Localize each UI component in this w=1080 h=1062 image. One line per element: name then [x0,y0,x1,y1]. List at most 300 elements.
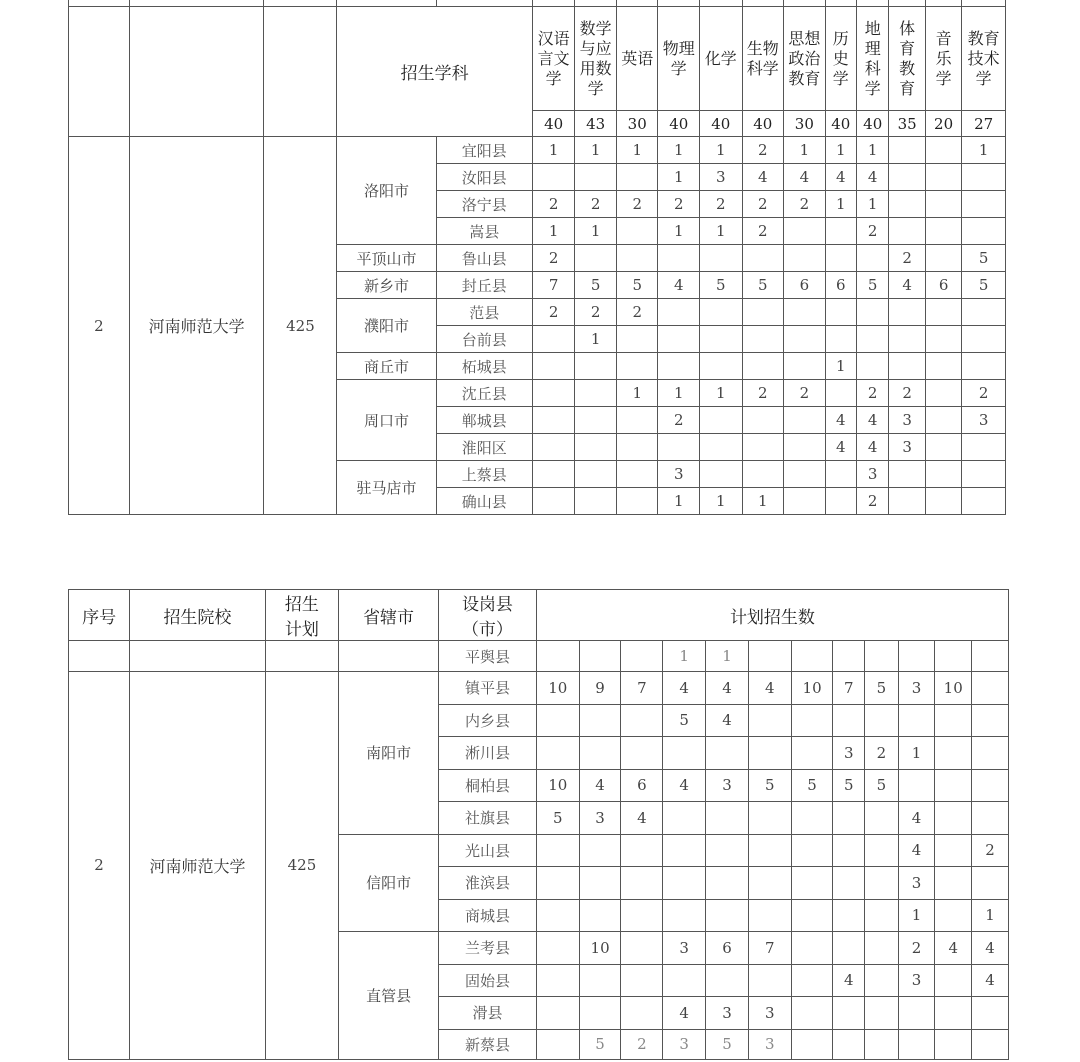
value-cell: 5 [700,272,743,299]
seq-cell: 2 [69,137,130,515]
value-cell [898,997,935,1030]
value-cell: 3 [889,434,925,461]
value-cell [833,932,865,965]
value-cell [742,299,784,326]
value-cell [833,997,865,1030]
value-cell: 2 [742,137,784,164]
value-cell [742,407,784,434]
header-plan [265,590,338,641]
county-cell: 滑县 [439,997,537,1030]
value-cell [935,641,972,672]
header-line: 学 [832,68,849,88]
county-cell: 淮滨县 [439,867,537,900]
header-line: 化学 [704,48,737,68]
header-line: 音 [935,28,952,48]
value-cell: 2 [616,299,658,326]
header-line: 与应 [579,38,612,58]
county-cell: 新蔡县 [439,1029,537,1059]
value-cell: 1 [972,899,1009,932]
value-cell [865,834,899,867]
value-cell: 5 [865,672,899,705]
value-cell [889,353,925,380]
value-cell: 7 [748,932,791,965]
value-cell: 1 [575,326,617,353]
value-cell: 2 [616,191,658,218]
value-cell: 5 [962,245,1006,272]
empty-cell [264,7,337,137]
value-cell [889,191,925,218]
value-cell: 6 [621,769,663,802]
value-cell [579,737,621,770]
value-cell [825,380,856,407]
header-count: 计划招生数 [536,590,1008,641]
value-cell: 2 [575,191,617,218]
value-cell: 4 [825,164,856,191]
subject-header-cell [825,7,856,111]
value-cell [575,488,617,515]
value-cell: 1 [700,380,743,407]
value-cell [748,704,791,737]
city-cell: 新乡市 [337,272,436,299]
value-cell [935,964,972,997]
value-cell: 6 [825,272,856,299]
value-cell: 1 [658,380,700,407]
header-city: 省辖市 [339,590,439,641]
empty-cell [69,7,130,137]
value-cell: 2 [889,380,925,407]
value-cell: 5 [579,1029,621,1059]
empty-cell [129,7,264,137]
value-cell [833,899,865,932]
value-cell: 1 [532,137,575,164]
county-cell: 鲁山县 [436,245,532,272]
value-cell [935,802,972,835]
value-cell [536,834,579,867]
value-cell [935,899,972,932]
header-line: （市） [461,620,513,640]
value-cell: 1 [658,218,700,245]
value-cell [616,461,658,488]
value-cell [663,867,706,900]
value-cell [791,1029,833,1059]
value-cell [616,353,658,380]
value-cell [616,488,658,515]
value-cell [962,488,1006,515]
county-cell: 宜阳县 [436,137,532,164]
value-cell [925,191,961,218]
value-cell: 4 [748,672,791,705]
value-cell [700,245,743,272]
value-cell: 2 [972,834,1009,867]
value-cell [658,353,700,380]
subject-header-cell [857,7,889,111]
county-cell: 上蔡县 [436,461,532,488]
header-line: 思想 [788,28,821,48]
value-cell [663,737,706,770]
value-cell [575,407,617,434]
value-cell: 5 [663,704,706,737]
value-cell [532,434,575,461]
value-cell: 1 [825,191,856,218]
value-cell [536,737,579,770]
value-cell [706,867,749,900]
subject-header-label: 招生学科 [337,7,532,137]
value-cell: 1 [575,137,617,164]
value-cell [935,704,972,737]
value-cell [700,407,743,434]
header-line: 生物 [746,38,779,58]
value-cell [925,461,961,488]
header-line: 教育 [967,28,1000,48]
value-cell: 1 [898,737,935,770]
value-cell [658,434,700,461]
value-cell: 4 [889,272,925,299]
value-cell [889,218,925,245]
quota-table-top [68,0,1006,515]
value-cell: 3 [898,964,935,997]
header-line: 政治 [788,48,821,68]
city-cell: 信阳市 [339,834,439,932]
value-cell [621,737,663,770]
value-cell [579,867,621,900]
value-cell: 1 [857,137,889,164]
value-cell [925,137,961,164]
value-cell [865,704,899,737]
value-cell: 3 [889,407,925,434]
value-cell [889,299,925,326]
value-cell: 2 [700,191,743,218]
value-cell [784,326,826,353]
plan-cell: 425 [264,137,337,515]
value-cell [962,164,1006,191]
quota-cell: 27 [962,111,1006,137]
value-cell: 3 [663,932,706,965]
county-cell: 台前县 [436,326,532,353]
city-cell: 濮阳市 [337,299,436,353]
quota-cell: 40 [857,111,889,137]
value-cell [532,461,575,488]
value-cell: 3 [700,164,743,191]
value-cell [748,641,791,672]
value-cell [706,964,749,997]
value-cell [700,326,743,353]
value-cell [925,218,961,245]
value-cell [742,245,784,272]
header-line: 科学 [746,58,779,78]
header-line: 计划 [284,620,319,640]
value-cell [935,737,972,770]
value-cell [748,737,791,770]
value-cell [935,1029,972,1059]
header-line: 数学 [579,18,612,38]
value-cell [791,704,833,737]
quota-cell: 20 [925,111,961,137]
city-cell: 商丘市 [337,353,436,380]
value-cell [925,407,961,434]
value-cell [532,488,575,515]
value-cell: 1 [898,899,935,932]
quota-cell: 40 [742,111,784,137]
value-cell: 5 [575,272,617,299]
value-cell: 10 [579,932,621,965]
value-cell [616,326,658,353]
county-cell: 淅川县 [439,737,537,770]
value-cell [972,867,1009,900]
value-cell [621,867,663,900]
value-cell: 5 [616,272,658,299]
county-cell: 汝阳县 [436,164,532,191]
value-cell [972,641,1009,672]
value-cell [833,704,865,737]
value-cell [742,326,784,353]
value-cell [833,867,865,900]
quota-cell: 35 [889,111,925,137]
value-cell [865,641,899,672]
county-cell: 固始县 [439,964,537,997]
value-cell [925,245,961,272]
value-cell [621,932,663,965]
county-cell: 确山县 [436,488,532,515]
value-cell [865,964,899,997]
value-cell: 5 [833,769,865,802]
subject-header-cell [616,7,658,111]
value-cell [925,326,961,353]
value-cell [579,964,621,997]
value-cell [748,867,791,900]
value-cell: 4 [742,164,784,191]
value-cell: 1 [658,164,700,191]
value-cell: 5 [742,272,784,299]
subject-header-cell [962,7,1006,111]
value-cell [579,899,621,932]
value-cell: 9 [579,672,621,705]
value-cell: 1 [706,641,749,672]
value-cell [784,218,826,245]
county-cell: 内乡县 [439,704,537,737]
value-cell: 3 [857,461,889,488]
value-cell [889,164,925,191]
header-line: 史 [832,48,849,68]
value-cell [889,137,925,164]
value-cell: 3 [748,997,791,1030]
column-header-row [69,590,1009,641]
value-cell [742,434,784,461]
county-cell: 兰考县 [439,932,537,965]
value-cell: 1 [663,641,706,672]
value-cell: 7 [833,672,865,705]
value-cell: 7 [621,672,663,705]
value-cell [532,380,575,407]
city-cell: 平顶山市 [337,245,436,272]
value-cell: 10 [791,672,833,705]
value-cell [865,932,899,965]
value-cell [536,932,579,965]
quota-cell: 30 [784,111,826,137]
value-cell [658,245,700,272]
value-cell [575,245,617,272]
value-cell [972,737,1009,770]
header-line: 物理 [662,38,695,58]
value-cell: 4 [857,407,889,434]
value-cell [575,164,617,191]
value-cell [791,737,833,770]
value-cell [536,997,579,1030]
header-line: 历 [832,28,849,48]
value-cell [833,1029,865,1059]
quota-cell: 43 [575,111,617,137]
value-cell [742,461,784,488]
value-cell [621,964,663,997]
city-cell: 洛阳市 [337,137,436,245]
value-cell [972,802,1009,835]
value-cell: 4 [663,997,706,1030]
value-cell [575,353,617,380]
header-line: 用数 [579,58,612,78]
value-cell [962,191,1006,218]
value-cell [972,997,1009,1030]
value-cell [925,434,961,461]
value-cell: 5 [748,769,791,802]
value-cell [865,899,899,932]
value-cell: 4 [972,964,1009,997]
value-cell [857,299,889,326]
value-cell [579,834,621,867]
header-line: 乐 [935,48,952,68]
value-cell: 3 [898,867,935,900]
value-cell [621,641,663,672]
value-cell [621,834,663,867]
value-cell [621,704,663,737]
subject-header-cell [889,7,925,111]
header-line: 技术 [967,48,1000,68]
seq-cell: 2 [69,672,130,1060]
value-cell: 4 [825,407,856,434]
value-cell: 4 [706,704,749,737]
value-cell [536,964,579,997]
value-cell [791,641,833,672]
table-row [69,672,1009,705]
value-cell: 2 [658,407,700,434]
value-cell [700,461,743,488]
value-cell [865,997,899,1030]
empty-cell [69,641,130,672]
value-cell [742,353,784,380]
value-cell [784,353,826,380]
county-cell: 柘城县 [436,353,532,380]
header-line: 学 [935,68,952,88]
value-cell: 2 [532,299,575,326]
value-cell [700,299,743,326]
value-cell [889,326,925,353]
value-cell [898,1029,935,1059]
value-cell: 1 [742,488,784,515]
value-cell [925,299,961,326]
subject-header-cell [925,7,961,111]
value-cell [575,434,617,461]
value-cell: 5 [962,272,1006,299]
value-cell [784,434,826,461]
carry-row [69,641,1009,672]
subject-header-cell [658,7,700,111]
value-cell [857,353,889,380]
city-cell: 周口市 [337,380,436,461]
value-cell [962,434,1006,461]
county-cell: 嵩县 [436,218,532,245]
value-cell [706,834,749,867]
value-cell: 4 [972,932,1009,965]
value-cell [663,899,706,932]
value-cell: 2 [742,218,784,245]
value-cell [706,737,749,770]
county-cell: 封丘县 [436,272,532,299]
county-cell: 沈丘县 [436,380,532,407]
header-line: 汉语 [537,28,570,48]
value-cell [575,461,617,488]
value-cell: 2 [857,380,889,407]
value-cell: 1 [784,137,826,164]
value-cell [748,964,791,997]
empty-cell [339,641,439,672]
value-cell: 2 [742,380,784,407]
value-cell [706,899,749,932]
value-cell [889,461,925,488]
header-line: 学 [975,68,992,88]
value-cell: 4 [706,672,749,705]
value-cell: 1 [825,137,856,164]
value-cell [791,802,833,835]
value-cell [536,899,579,932]
value-cell [621,997,663,1030]
value-cell [791,834,833,867]
value-cell [536,641,579,672]
county-cell: 桐柏县 [439,769,537,802]
value-cell [536,704,579,737]
value-cell [791,964,833,997]
value-cell [658,299,700,326]
value-cell: 1 [962,137,1006,164]
header-line: 招生 [284,595,319,615]
value-cell: 3 [579,802,621,835]
value-cell [825,245,856,272]
value-cell [962,218,1006,245]
value-cell: 10 [935,672,972,705]
value-cell: 6 [925,272,961,299]
value-cell: 1 [658,488,700,515]
quota-cell: 40 [825,111,856,137]
header-line: 教育 [788,68,821,88]
value-cell [857,326,889,353]
value-cell [616,164,658,191]
value-cell: 4 [935,932,972,965]
value-cell: 4 [898,802,935,835]
quota-cell: 30 [616,111,658,137]
value-cell [663,802,706,835]
value-cell: 1 [575,218,617,245]
value-cell [532,326,575,353]
header-line: 育 [899,78,916,98]
value-cell [784,245,826,272]
value-cell [791,997,833,1030]
county-cell: 洛宁县 [436,191,532,218]
value-cell: 2 [865,737,899,770]
county-cell: 商城县 [439,899,537,932]
value-cell [935,769,972,802]
quota-cell: 40 [532,111,575,137]
value-cell: 1 [532,218,575,245]
header-line: 理 [864,38,881,58]
value-cell [925,164,961,191]
value-cell: 5 [706,1029,749,1059]
